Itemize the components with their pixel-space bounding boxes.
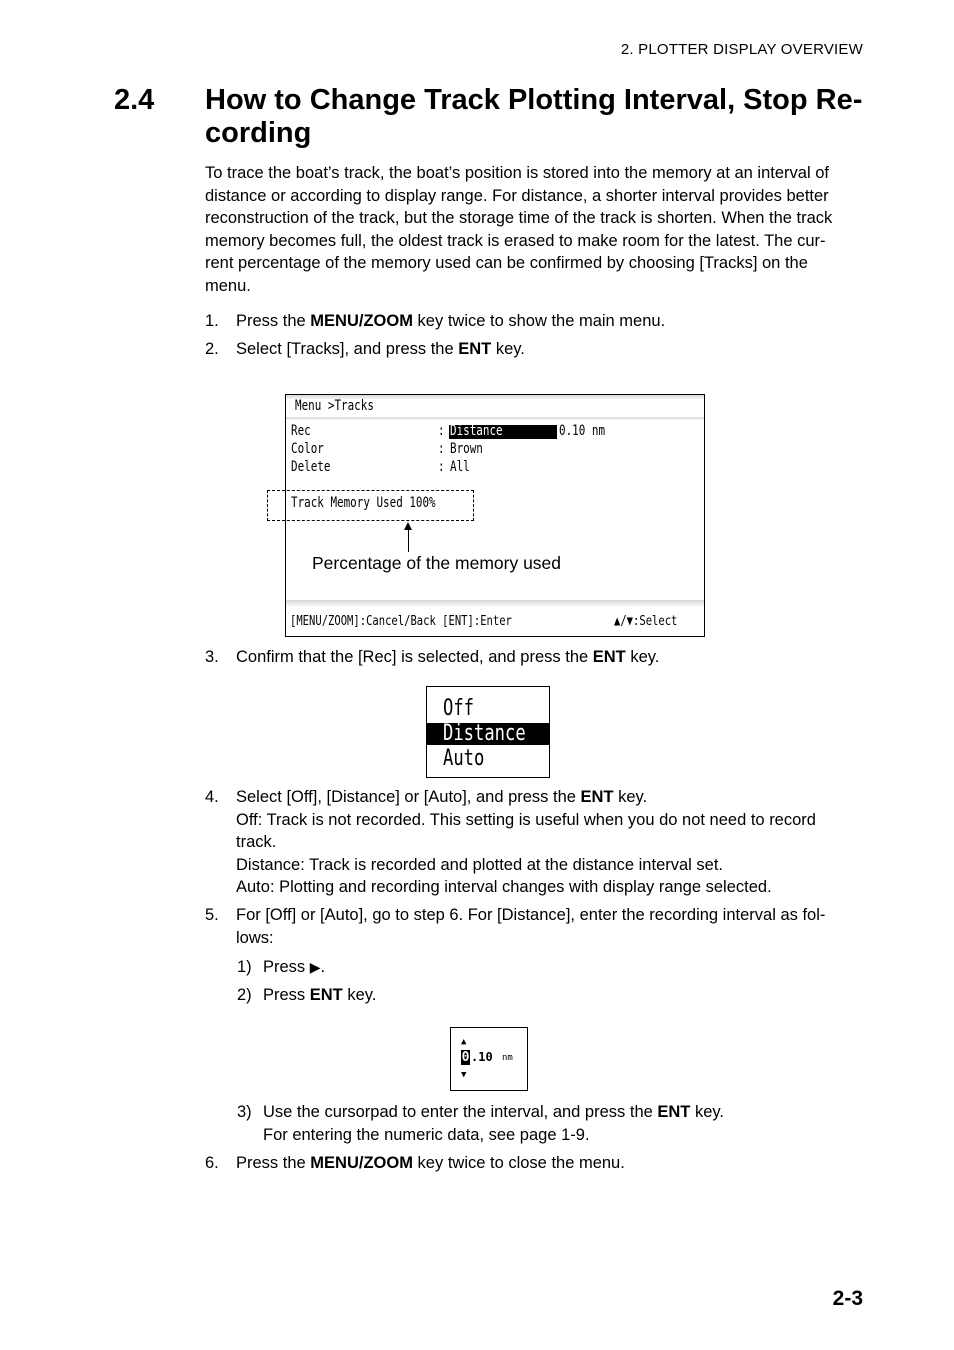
down-arrow-icon[interactable]: ▼ <box>461 1070 467 1080</box>
key-name: ENT <box>592 648 626 666</box>
key-name: ENT <box>458 340 492 358</box>
step-text: . <box>320 958 326 976</box>
delete-value[interactable]: All <box>450 459 470 475</box>
step-text: Press the <box>236 1154 311 1172</box>
callout-label: Percentage of the memory used <box>312 553 562 573</box>
intro-line: memory becomes full, the oldest track is erased to make room for the latest. The cur- <box>205 231 826 250</box>
option-auto[interactable]: Auto <box>443 746 485 771</box>
color-value[interactable]: Brown <box>450 441 483 457</box>
auto-description: Auto: Plotting and recording interval changes with display range selected. <box>236 878 772 896</box>
intro-line: menu. <box>205 276 251 295</box>
running-header: 2. PLOTTER DISPLAY OVERVIEW <box>620 41 863 58</box>
step-text: Use the cursorpad to enter the interval, and press the <box>263 1103 658 1121</box>
intro-paragraph <box>205 162 867 297</box>
rec-interval: 0.10 nm <box>559 423 606 439</box>
step-3 <box>205 646 867 669</box>
rec-value: Distance <box>450 423 503 439</box>
substep-3 <box>237 1101 867 1146</box>
step-text: For entering the numeric data, see page 1-9. <box>263 1125 590 1144</box>
section-number: 2.4 <box>114 84 155 116</box>
step-text: Press the <box>236 312 311 330</box>
rec-label: Rec <box>291 423 311 439</box>
step-text: Select [Tracks], and press the <box>236 340 459 358</box>
key-name: MENU/ZOOM <box>310 312 413 330</box>
color-separator: : <box>438 441 445 457</box>
interval-digit-cursor[interactable]: 0 <box>461 1050 470 1065</box>
step-6 <box>205 1152 867 1175</box>
step-4 <box>205 786 867 899</box>
screen-footer-keys: [MENU/ZOOM]:Cancel/Back [ENT]:Enter <box>290 613 512 629</box>
memory-highlight-box <box>267 490 474 521</box>
intro-line: To trace the boat’s track, the boat’s position is stored into the memory at an interval of <box>205 164 829 182</box>
delete-separator: : <box>438 459 445 475</box>
substep-number: 2) <box>237 986 252 1004</box>
step-text: Select [Off], [Distance] or [Auto], and press the <box>236 788 581 806</box>
intro-line: reconstruction of the track, but the storage time of the track is shorten. When the track <box>205 209 833 227</box>
up-arrow-icon[interactable]: ▲ <box>461 1037 467 1047</box>
step-text: For [Off] or [Auto], go to step 6. For [Distance], enter the recording interval as fol- <box>236 906 826 924</box>
step-1 <box>205 310 867 333</box>
screen-footer-select: ▲/▼:Select <box>614 613 678 629</box>
right-arrow-icon: ▶ <box>309 959 321 975</box>
key-name: ENT <box>580 788 614 806</box>
step-number: 2. <box>205 340 219 358</box>
step-text: key. <box>613 788 648 806</box>
screen-title: Menu >Tracks <box>295 398 374 414</box>
section-title-line2: cording <box>205 117 312 149</box>
screen-footer-bar <box>286 600 704 606</box>
interval-value: .10 <box>471 1050 493 1064</box>
rec-separator: : <box>438 423 445 439</box>
key-name: ENT <box>657 1103 691 1121</box>
step-text: lows: <box>236 928 274 947</box>
step-text: key twice to show the main menu. <box>412 312 666 330</box>
step-number: 1. <box>205 312 219 330</box>
track-memory-used: Track Memory Used 100% <box>291 495 436 511</box>
off-description-cont: track. <box>236 833 277 851</box>
section-title-line1: How to Change Track Plotting Interval, Stop Re- <box>205 84 863 116</box>
step-5 <box>205 904 867 949</box>
intro-line: distance or according to display range. For distance, a shorter interval provides better <box>205 186 829 205</box>
step-2 <box>205 338 867 361</box>
option-off[interactable]: Off <box>443 696 475 721</box>
key-name: ENT <box>309 986 343 1004</box>
interval-unit: nm <box>502 1053 513 1063</box>
step-text: key twice to close the menu. <box>412 1154 625 1172</box>
substep-1 <box>237 956 867 979</box>
step-text: key. <box>491 340 525 358</box>
step-text: key. <box>342 986 377 1004</box>
distance-description: Distance: Track is recorded and plotted at the distance interval set. <box>236 855 724 874</box>
substep-2 <box>237 984 867 1007</box>
key-name: MENU/ZOOM <box>310 1154 413 1172</box>
step-number: 6. <box>205 1154 219 1172</box>
step-text: Confirm that the [Rec] is selected, and press the <box>236 648 593 666</box>
step-text: Press <box>263 958 310 976</box>
option-distance[interactable]: Distance <box>427 723 549 745</box>
screen-divider <box>286 417 704 420</box>
step-number: 4. <box>205 788 219 806</box>
substep-number: 1) <box>237 958 252 976</box>
rec-options-menu <box>426 686 550 778</box>
step-text: key. <box>625 648 660 666</box>
page-number: 2-3 <box>832 1287 863 1310</box>
intro-line: rent percentage of the memory used can be confirmed by choosing [Tracks] on the <box>205 254 808 272</box>
interval-input-box <box>450 1027 528 1091</box>
off-description: Off: Track is not recorded. This setting is useful when you do not need to record <box>236 810 816 829</box>
step-number: 3. <box>205 648 219 666</box>
step-number: 5. <box>205 906 219 924</box>
section-title <box>205 84 865 150</box>
color-label: Color <box>291 441 324 457</box>
callout-line <box>408 527 409 552</box>
substep-number: 3) <box>237 1103 252 1121</box>
delete-label: Delete <box>291 459 331 475</box>
step-text: key. <box>690 1103 725 1121</box>
step-text: Press <box>263 986 310 1004</box>
